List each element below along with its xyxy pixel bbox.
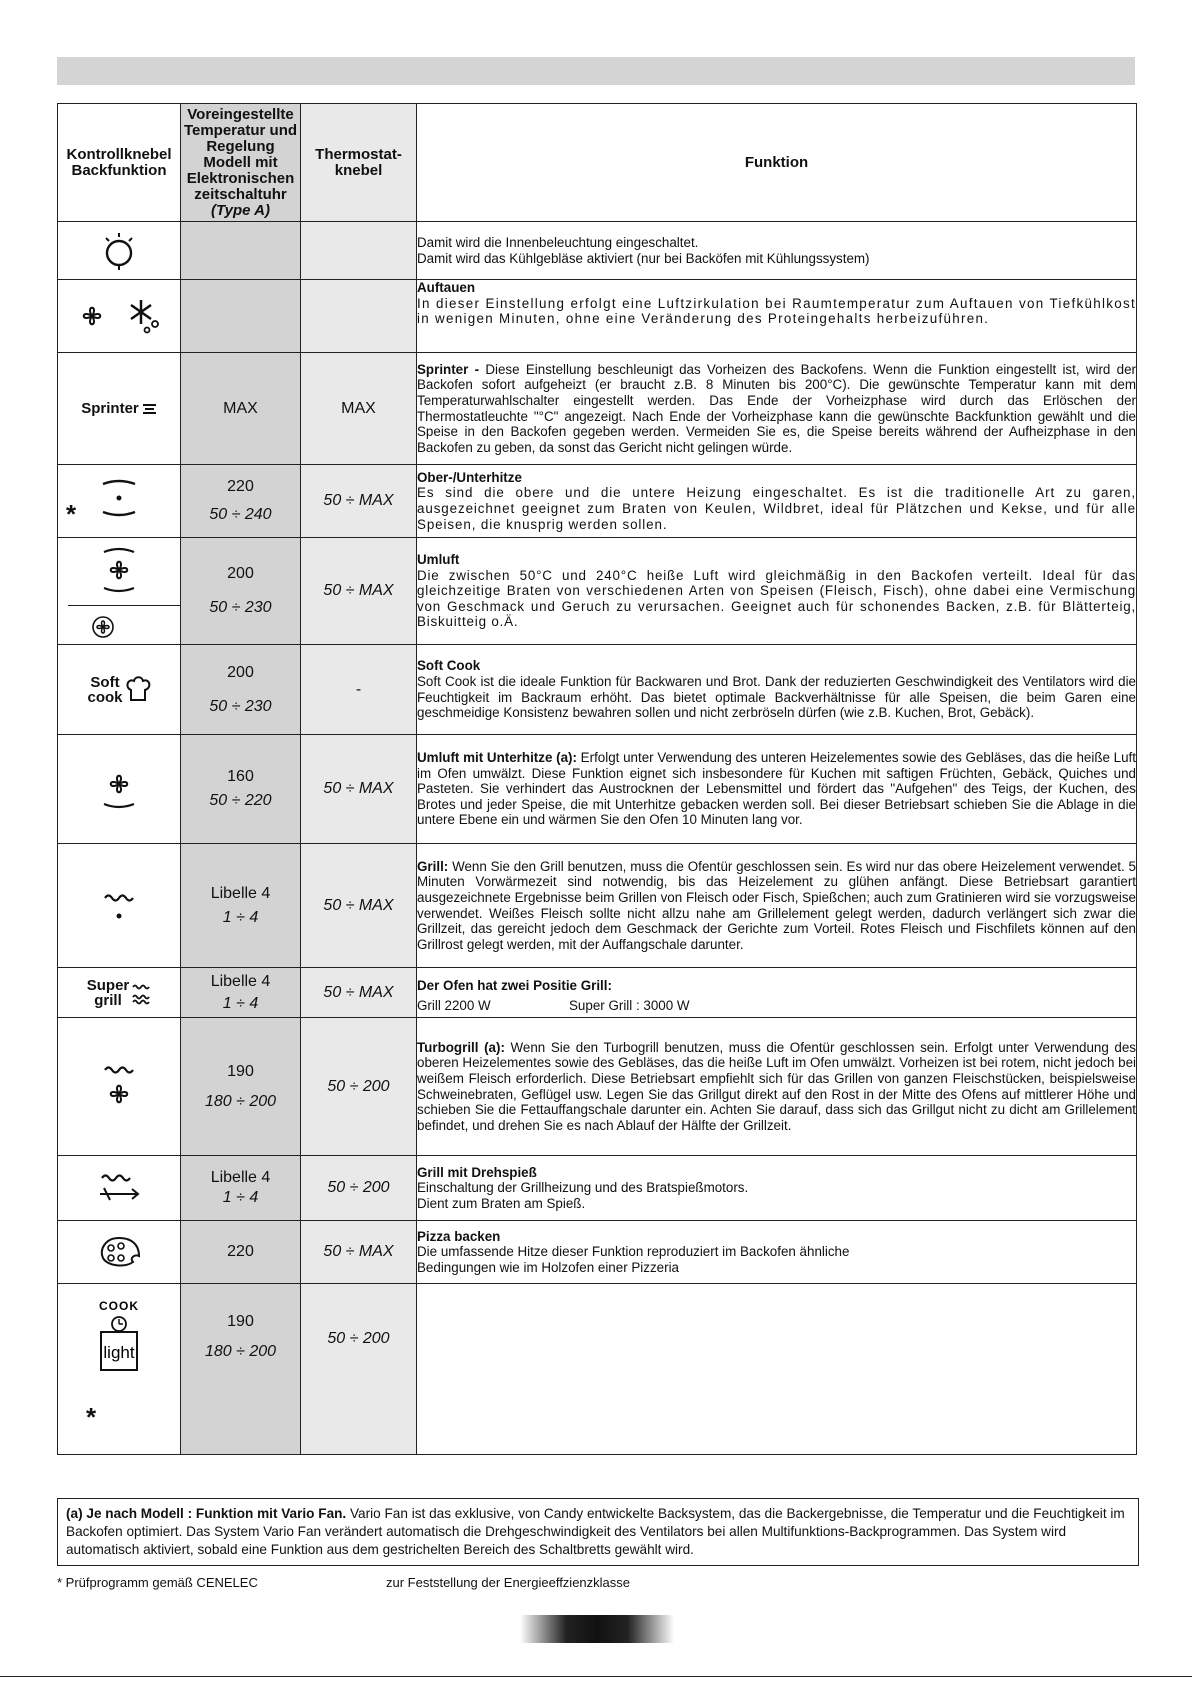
function-cell: [417, 735, 1137, 844]
preset-cell: [181, 844, 301, 968]
thermostat-cell: [301, 1221, 417, 1284]
preset-value: 190: [227, 1062, 254, 1080]
top-bottom-heat-icon: [89, 474, 149, 528]
knob-cell: [58, 844, 181, 968]
thermostat-value: 50 ÷ 200: [327, 1077, 390, 1095]
star-marker: *: [66, 499, 77, 529]
preset-value: Libelle 4: [210, 884, 271, 902]
preset-value: 200: [227, 663, 254, 681]
footnote-box: [57, 1498, 1139, 1566]
sprinter-lines-icon: [141, 402, 157, 416]
page-number-bar: [520, 1615, 674, 1643]
cook-label: cook: [87, 688, 123, 706]
fan-icon: [77, 301, 107, 331]
function-title: Auftauen: [417, 280, 476, 295]
thermostat-cell: [301, 1284, 417, 1455]
function-cell: [417, 280, 1137, 353]
table-row: [58, 280, 1137, 353]
header-col-knob: Kontrollknebel Backfunktion: [58, 104, 181, 222]
rotisserie-icon: [94, 1168, 144, 1208]
function-cell: [417, 1018, 1137, 1156]
knob-cell: [58, 645, 181, 735]
double-grill-icon: [131, 979, 151, 1007]
function-text: In dieser Einstellung erfolgt eine Luftzirkulation bei Raumtemperatur zum Auftauen von Tiefkühlkost in wenigen Minuten, ohne eine Veränderung des Proteingehalts herbeizuführen.: [417, 295, 1136, 327]
preset-range: 180 ÷ 200: [204, 1092, 277, 1110]
table-header-row: [58, 104, 1137, 222]
preset-cell: [181, 1221, 301, 1284]
function-cell: [417, 465, 1137, 538]
thermostat-value: 50 ÷ MAX: [323, 983, 394, 1001]
function-title: Sprinter -: [417, 361, 480, 377]
preset-cell: [181, 1284, 301, 1455]
bottom-rule: [0, 1676, 1192, 1677]
function-text: Wenn Sie den Turbogrill benutzen, muss die Ofentür geschlossen sein. Erfolgt unter Verwendung des oberen Heizelementes sowie des Gebläses, das die heiße Luft im Ofen umwälzt. Vorheizen ist bei rotem, nicht jedoch bei weißem Fleisch erforderlich. Diese Betriebsart empfiehlt sich für das Grillen von ganzen Fleischstücken, beispielsweise Schweinebraten, Geflügel usw. Legen Sie das Grillgut direkt auf den Rost in der Mitte des Ofens auf mittlerer Höhe und schieben Sie die Fettauffangschale darunter ein. Achten Sie darauf, dass sich das Grillgut nicht zu dicht am Grillelement befindet, und drehen Sie es nach Ablauf der Hälfte der Grillzeit.: [417, 1039, 1137, 1133]
function-cell: [417, 1156, 1137, 1221]
preset-range: 1 ÷ 4: [222, 994, 259, 1012]
thermostat-cell: [301, 538, 417, 645]
preset-value: Libelle 4: [210, 1169, 271, 1186]
thermostat-cell: [301, 222, 417, 280]
preset-cell: [181, 222, 301, 280]
function-text-2: Super Grill : 3000 W: [569, 997, 690, 1013]
function-text: Damit wird die Innenbeleuchtung eingeschaltet. Damit wird das Kühlgebläse aktiviert (nur bei Backöfen mit Kühlungssystem): [417, 234, 870, 266]
thermostat-value: -: [355, 680, 362, 698]
table-row: [58, 353, 1137, 465]
function-title: Umluft: [417, 552, 460, 568]
preset-cell: [181, 465, 301, 538]
thermostat-value: 50 ÷ 200: [327, 1330, 390, 1347]
function-text: Einschaltung der Grillheizung und des Bratspießmotors. Dient zum Braten am Spieß.: [417, 1180, 749, 1211]
function-text: Die zwischen 50°C und 240°C heiße Luft wird gleichmäßig in den Backofen verteilt. Ideal für das gleichzeitige Braten von verschiedenen Arten von Speisen (Fleisch, Fisch), ohne dabei eine Vermischung von Geschmack und Geruch zu verursachen. Geeignet auch für schonendes Backen, z.B. für Blätterteig, Biskuitteig o.Ä.: [417, 567, 1136, 630]
function-text: Erfolgt unter Verwendung des unteren Heizelementes sowie des Gebläses, das die heiße Luft im Ofen umwälzt. Diese Funktion eignet sich insbesondere für Kuchen mit saftigen Früchten, Gebäck, Quiches und Pasteten. Sie verhindert das Austrocknen der Lebensmittel und fördert das "Aufgehen" des Teigs, der Kuchen, des Brotes und jeder Speise, die mit Unterhitze gebacken werden soll. Bei dieser Betriebsart schieben Sie die Ablage in die untere Ebene ein und wärmen Sie den Ofen 10 Minuten lang vor.: [417, 750, 1136, 828]
grill-label: grill: [94, 991, 122, 1009]
fan-bottom-heat-icon: [94, 764, 144, 814]
turbo-grill-icon: [99, 1062, 139, 1112]
preset-range: 50 ÷ 230: [209, 697, 272, 715]
header-col-function: Funktion: [417, 104, 1137, 222]
preset-value: 200: [227, 565, 254, 582]
thermostat-cell: [301, 968, 417, 1018]
super-label: Super: [86, 976, 130, 994]
function-title: Ober-/Unterhitze: [417, 469, 522, 485]
preset-value: 220: [227, 1243, 254, 1260]
preset-cell: [181, 353, 301, 465]
preset-value: 160: [227, 768, 254, 785]
table-row: [58, 222, 1137, 280]
knob-cell: [58, 1221, 181, 1284]
cenelec-note: * Prüfprogramm gemäß CENELEC: [57, 1575, 258, 1590]
table-row: [58, 538, 1137, 645]
function-cell: [417, 968, 1137, 1018]
function-title: Grill mit Drehspieß: [417, 1164, 537, 1180]
preset-cell: [181, 968, 301, 1018]
cenelec-note-right: zur Feststellung der Energieeffzienzklasse: [386, 1575, 630, 1590]
thermostat-value: 50 ÷ MAX: [323, 1243, 394, 1260]
preset-range: 1 ÷ 4: [222, 908, 259, 926]
knob-cell: [58, 465, 181, 538]
thermostat-value: 50 ÷ MAX: [323, 780, 394, 797]
grill-icon: [99, 886, 139, 926]
knob-cell: [58, 538, 181, 645]
table-row: [58, 1221, 1137, 1284]
function-text: Es sind die obere und die untere Heizung eingeschaltet. Es ist die traditionelle Art zu garen, ausgezeichnet geeignet zum Braten von Keulen, Wildbret, ideal für Plätzchen und Kekse, und für alle Speisen, die knusprig werden sollen.: [417, 485, 1136, 532]
thermostat-cell: [301, 1018, 417, 1156]
preset-value: 190: [227, 1313, 254, 1330]
header-col-preset: [181, 104, 301, 222]
function-title: Turbogrill (a):: [417, 1039, 505, 1055]
thermostat-cell: [301, 280, 417, 353]
preset-value: MAX: [223, 399, 258, 417]
chef-hat-icon: [125, 676, 151, 704]
star-marker: *: [86, 1402, 97, 1432]
function-text: Die umfassende Hitze dieser Funktion reproduziert im Backofen ähnliche Bedingungen wie im Holzofen einer Pizzeria: [417, 1244, 850, 1275]
knob-cell: [58, 353, 181, 465]
thermostat-cell: [301, 353, 417, 465]
preset-range: 50 ÷ 230: [209, 599, 272, 616]
preset-cell: [181, 1018, 301, 1156]
pizza-icon: [97, 1234, 141, 1270]
preset-range: 50 ÷ 240: [209, 506, 272, 523]
table-row: [58, 645, 1137, 735]
preset-value: 220: [227, 478, 254, 495]
function-cell: [417, 222, 1137, 280]
function-cell: [417, 353, 1137, 465]
soft-label: Soft: [90, 673, 120, 691]
function-text: Diese Einstellung beschleunigt das Vorheizen des Backofens. Wenn die Funktion eingestellt ist, wird der Backofen sofort aufgeheizt (er braucht z.B. 8 Minuten bis 200°C). Die gewünschte Temperatur kann mit dem Temperaturwahlschalter eingestellt werden. Das Ende der Vorheizphase wird durch das Erlöschen der Thermostatleuchte "°C" angezeigt. Nach Ende der Vorheizphase kann die gewünschte Backfunktion gewählt und die Speise in den Backofen gegeben werden. Vermeiden Sie es, die Speise bereits während der Aufheizphase in den Backofen zu geben, da sonst das Gericht nicht gelingen würde.: [417, 361, 1136, 455]
thermostat-cell: [301, 645, 417, 735]
table-row: [58, 1156, 1137, 1221]
function-table: [57, 103, 1137, 1455]
preset-cell: [181, 1156, 301, 1221]
header-preset-type: (Type A): [211, 201, 270, 219]
thermostat-value: 50 ÷ 200: [327, 1179, 390, 1196]
function-text: Grill 2200 W: [417, 997, 491, 1013]
table-row: [58, 844, 1137, 968]
function-cell: [417, 538, 1137, 645]
footnote-text: Vario Fan ist das exklusive, von Candy entwickelte Backsystem, das die Backergebnisse, die Temperatur und die Feuchtigkeit im Backofen optimiert. Das System Vario Fan verändert automatisch die Drehgeschwindigkeit des Ventilators bei allen Multifunktions-Backprogrammen. Das System wird automatisch aktiviert, sobald eine Funktion aus dem gestrichelten Bereich des Schaltbretts gewählt wird.: [66, 1506, 1125, 1557]
knob-cell: [58, 1156, 181, 1221]
header-preset-text: Voreingestellte Temperatur und Regelung Modell mit Elektronischen zeitschaltuhr: [183, 105, 298, 203]
preset-cell: [181, 538, 301, 645]
function-cell: [417, 1284, 1137, 1455]
knob-cell: [58, 1284, 181, 1455]
thermostat-cell: [301, 465, 417, 538]
function-text: Wenn Sie den Grill benutzen, muss die Ofentür geschlossen sein. Es wird nur das obere Heizelement verwendet. 5 Minuten Vorwärmezeit sind notwendig, bis das Heizelement zu glühen anfängt. Diese Betriebsart garantiert ausgezeichnete Ergebnisse beim Grillen von Fleisch oder Fisch, Spießchen; auch zum Gratinieren wird sie vorzugsweise verwendet. Weißes Fleisch sollte nicht allzu nahe am Grillelement gelegt werden, dadurch verlängert sich zwar die Grillzeit, das gereicht jedoch dem Geschmack der Gerichte zum Vorteil. Rotes Fleisch und Fischfilets können auf den Grillrost gelegt werden, mit der Auffangschale darunter.: [417, 858, 1136, 952]
table-row: [58, 735, 1137, 844]
preset-cell: [181, 280, 301, 353]
light-label: light: [103, 1343, 135, 1362]
footnote-title: (a) Je nach Modell : Funktion mit Vario Fan.: [66, 1506, 347, 1521]
thermostat-value: 50 ÷ MAX: [323, 582, 394, 599]
function-cell: [417, 645, 1137, 735]
preset-cell: [181, 645, 301, 735]
table-row: [58, 1018, 1137, 1156]
knob-cell: [58, 735, 181, 844]
thermostat-cell: [301, 1156, 417, 1221]
preset-range: 50 ÷ 220: [209, 792, 272, 809]
knob-cell: [58, 222, 181, 280]
snowflake-drop-icon: [125, 298, 161, 334]
function-text: Soft Cook ist die ideale Funktion für Backwaren und Brot. Dank der reduzierten Geschwindigkeit des Ventilators wird die Feuchtigkeit im Backraum erhöht. Das bietet optimale Backverhältnisse für alle Speisen, die beim Garen eine geschmeidige Konsistenz bewahren sollen und nicht zerbröseln dürfen (wie z.B. Kuchen, Brot, Gebäck).: [417, 673, 1136, 721]
thermostat-cell: [301, 735, 417, 844]
function-title: Umluft mit Unterhitze (a):: [417, 750, 577, 766]
table-row: [58, 465, 1137, 538]
thermostat-value: 50 ÷ MAX: [323, 492, 394, 509]
knob-cell: [58, 1018, 181, 1156]
preset-range: 1 ÷ 4: [222, 1189, 259, 1206]
fan-ring-icon: [94, 544, 144, 596]
preset-cell: [181, 735, 301, 844]
preset-value: Libelle 4: [210, 972, 271, 990]
function-title: Grill:: [417, 858, 449, 874]
thermostat-cell: [301, 844, 417, 968]
thermostat-value: MAX: [341, 399, 376, 417]
function-title: Pizza backen: [417, 1228, 501, 1244]
sprinter-label: Sprinter: [81, 400, 139, 417]
cook-light-top-label: COOK: [99, 1299, 139, 1313]
lamp-icon: [99, 229, 139, 273]
knob-cell: [58, 968, 181, 1018]
function-cell: [417, 844, 1137, 968]
table-row: [58, 968, 1137, 1018]
function-cell: [417, 1221, 1137, 1284]
function-title: Der Ofen hat zwei Positie Grill:: [417, 977, 612, 993]
cook-light-icon: [91, 1298, 147, 1378]
header-bar: [57, 57, 1135, 85]
preset-range: 180 ÷ 200: [204, 1343, 277, 1360]
thermostat-value: 50 ÷ MAX: [323, 896, 394, 914]
function-title: Soft Cook: [417, 658, 481, 674]
header-col-thermostat: Thermostat-knebel: [301, 104, 417, 222]
knob-cell: [58, 280, 181, 353]
table-row: [58, 1284, 1137, 1455]
fan-small-icon: [90, 614, 116, 640]
